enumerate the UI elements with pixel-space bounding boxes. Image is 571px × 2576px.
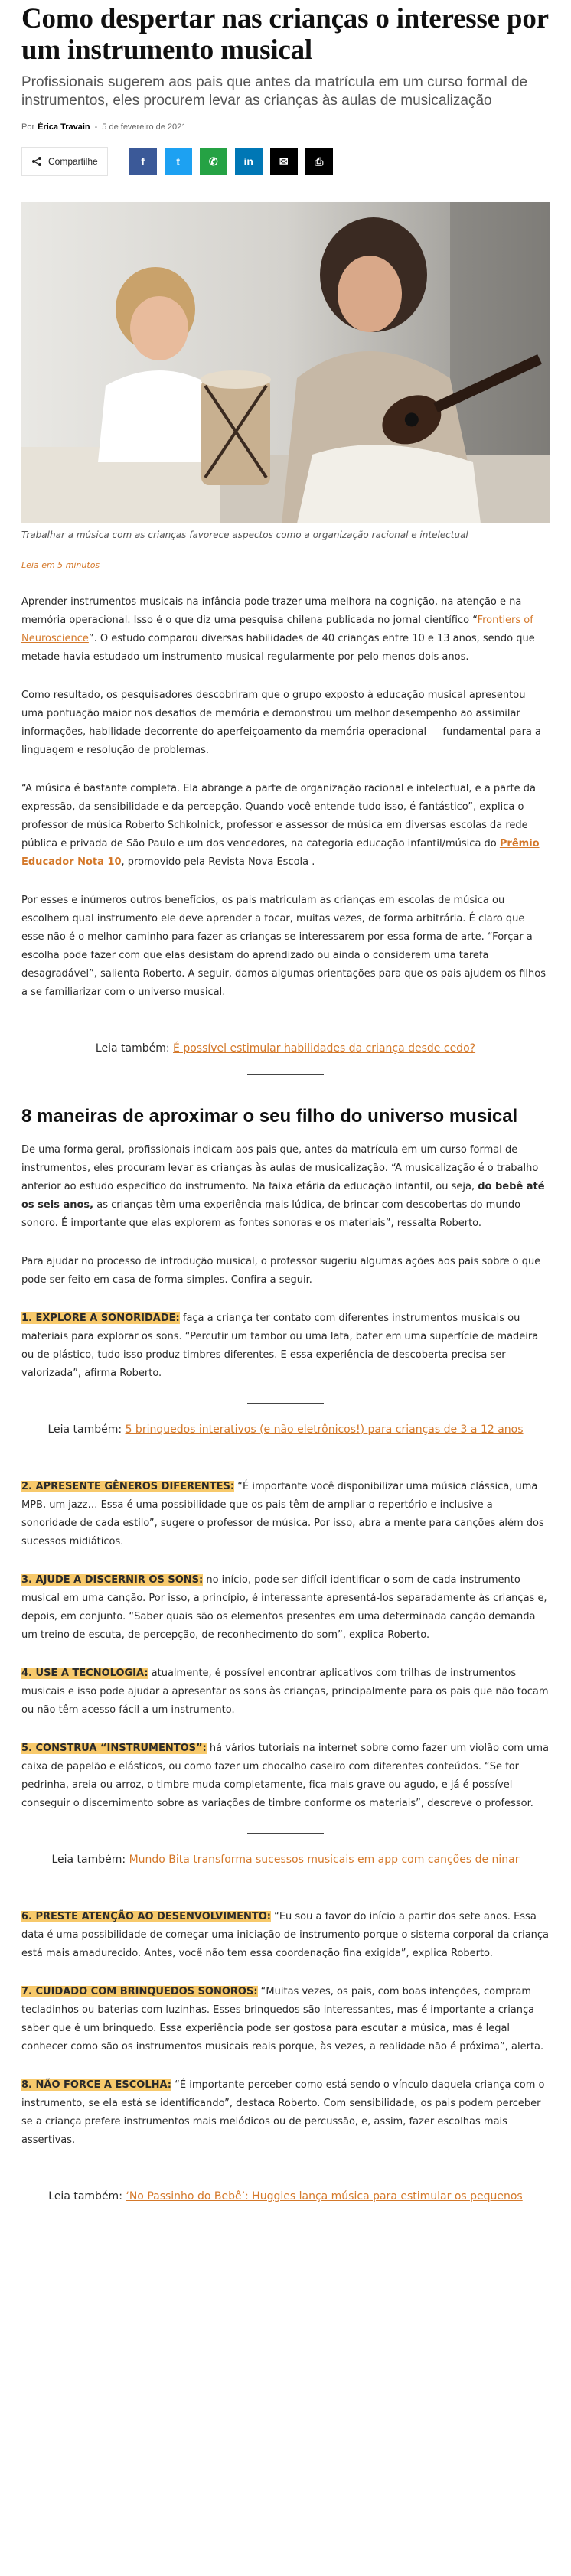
divider	[247, 1074, 324, 1075]
share-icon	[31, 156, 42, 167]
tip-1-title: 1. EXPLORE A SONORIDADE:	[21, 1312, 180, 1324]
p5-text-b: as crianças têm uma experiência mais lúdica, de brincar com descobertas do mundo sonoro. É importante que elas explorem as fontes sonoras e os materiais”, ressalta Roberto.	[21, 1199, 521, 1229]
share-label: Compartilhe	[48, 156, 98, 167]
print-button[interactable]	[305, 148, 333, 175]
tip-2-text: “É importante você disponibilizar uma música clássica, uma MPB, um jazz… Essa é uma possibilidade que os pais têm de ampliar o repertório e inclusive a sonoridade de cada estilo”, sugere o professor de música. Por isso, abra a mente para canções além dos sucessos midiáticos.	[21, 1481, 544, 1547]
p5-text-a: De uma forma geral, profissionais indicam aos pais que, antes da matrícula em um curso formal de instrumentos, eles procuram levar as crianças às aulas de musicalização. “A musicalização é o trabalho anterior ao estudo específico do instrumento. Na faixa etária da educação infantil, ou seja,	[21, 1144, 539, 1192]
tip-5	[21, 1740, 550, 1813]
tip-3	[21, 1571, 550, 1645]
tip-4-title: 4. USE A TECNOLOGIA:	[21, 1668, 148, 1679]
linkedin-icon: in	[243, 155, 253, 168]
paragraph-2: Como resultado, os pesquisadores descobriram que o grupo exposto à educação musical apresentou uma pontuação maior nos desafios de memória e demonstrou um melhor desempenho ao assimilar informações, habilidade decorrente do aperfeiçoamento da memória operacional — fundamental para a linguagem e resolução de problemas.	[21, 690, 541, 756]
author-link[interactable]: Érica Travain	[38, 122, 90, 132]
facebook-share-button[interactable]	[129, 148, 157, 175]
tip-4-text: atualmente, é possível encontrar aplicativos com trilhas de instrumentos musicais e isso pode ajudar a apresentar os sons às crianças, principalmente para os pais que não tocam ou não têm acesso fácil a um instrumento.	[21, 1668, 549, 1716]
share-label-box[interactable]	[21, 147, 108, 176]
hero-photo-illustration	[21, 202, 550, 523]
tip-8-title: 8. NÃO FORCE A ESCOLHA:	[21, 2079, 172, 2091]
read-also-link-2[interactable]: 5 brinquedos interativos (e não eletrônicos!) para crianças de 3 a 12 anos	[125, 1423, 524, 1436]
tip-2-title: 2. APRESENTE GÊNEROS DIFERENTES:	[21, 1481, 235, 1492]
email-share-button[interactable]	[270, 148, 298, 175]
read-also-link-4[interactable]: ‘No Passinho do Bebê’: Huggies lança música para estimular os pequenos	[126, 2190, 523, 2203]
read-also-label: Leia também:	[51, 1854, 126, 1866]
tip-8	[21, 2076, 550, 2150]
tip-3-title: 3. AJUDE A DISCERNIR OS SONS:	[21, 1574, 204, 1586]
section-heading: 8 maneiras de aproximar o seu filho do universo musical	[21, 1106, 518, 1127]
frontiers-link[interactable]: Frontiers of Neuroscience	[21, 615, 533, 644]
tip-8-text: “É importante perceber como está sendo o vínculo daquela criança com o instrumento, se ela está se identificando”, destaca Roberto. Com sensibilidade, os pais podem perceber se a criança prefere instrumentos mais melódicos ou de percussão, e, assim, fazer escolhas mais assertivas.	[21, 2079, 545, 2146]
read-also-3	[21, 1854, 550, 1866]
article-title: Como despertar nas crianças o interesse por um instrumento musical	[21, 3, 549, 66]
hero-caption: Trabalhar a música com as crianças favorece aspectos como a organização racional e intelectual	[21, 530, 468, 540]
tip-5-title: 5. CONSTRUA “INSTRUMENTOS”:	[21, 1743, 207, 1754]
twitter-share-button[interactable]	[165, 148, 192, 175]
tip-6-text: “Eu sou a favor do início a partir dos sete anos. Essa data é uma possibilidade de começar uma iniciação de instrumento porque o sistema corporal da criança está mais amadurecido. Antes, você não tem essa coordenação fina exigida”, explica Roberto.	[21, 1911, 550, 1959]
divider	[247, 1403, 324, 1404]
tip-5-text: há vários tutoriais na internet sobre como fazer um violão com uma caixa de papelão e elásticos, ou como fazer um chocalho caseiro com diferentes conteúdos. “Se for pedrinha, areia ou arroz, o timbre muda completamente, fica mais grave ou agudo, e já é possível conseguir o discernimento sobre as variações de timbre conforme os materiais”, descreve o professor.	[21, 1743, 549, 1809]
article-meta	[21, 119, 550, 135]
read-time: Leia em 5 minutos	[21, 560, 100, 570]
whatsapp-icon: ✆	[208, 155, 218, 168]
p3-text-b: , promovido pela Revista Nova Escola .	[121, 856, 315, 868]
paragraph-4: Por esses e inúmeros outros benefícios, os pais matriculam as crianças em escolas de música ou escolhem qual instrumento ele deve aprender a tocar, muitas vezes, de forma arbitrária. É claro que esse não é o melhor caminho para fazer as crianças se interessarem por essa forma de arte. “Forçar a escolha pode fazer com que elas desistam do aprendizado ou ainda o considerem uma tarefa desagradável”, salienta Roberto. A seguir, damos algumas orientações para que os pais ajudem os filhos a se familiarizar com o universo musical.	[21, 895, 546, 998]
read-also-1	[21, 1042, 550, 1055]
p3-text-a: “A música é bastante completa. Ela abrange a parte de organização racional e intelectual, e a parte da expressão, da sensibilidade e da percepção. Quando você entende tudo isso, é fantástico”, explica o professor de música Roberto Schkolnick, professor e assessor de música em diversas escolas da rede pública e privada de São Paulo e um dos vencedores, na categoria educação infantil/música do	[21, 783, 536, 849]
read-also-4	[21, 2190, 550, 2203]
publish-date: 5 de fevereiro de 2021	[102, 122, 187, 132]
article-subtitle: Profissionais sugerem aos pais que antes da matrícula em um curso formal de instrumentos, eles procurem levar as crianças às aulas de musicalização	[21, 74, 528, 109]
tip-6	[21, 1908, 550, 1963]
read-also-2	[21, 1423, 550, 1436]
tip-6-title: 6. PRESTE ATENÇÃO AO DESENVOLVIMENTO:	[21, 1911, 271, 1922]
read-also-link-1[interactable]: É possível estimular habilidades da criança desde cedo?	[173, 1042, 476, 1055]
tip-7-title: 7. CUIDADO COM BRINQUEDOS SONOROS:	[21, 1986, 258, 1997]
linkedin-share-button[interactable]	[235, 148, 263, 175]
tip-7-text: “Muitas vezes, os pais, com boas intenções, compram tecladinhos ou baterias com luzinhas. Esses brinquedos são interessantes, mas é importante a criança saber que é um brinquedo. Essa experiência pode ser gostosa para escutar a música, mas é legal conhecer como são os instrumentos musicais reais porque, às vezes, a realidade não é próxima”, alerta.	[21, 1986, 544, 2053]
tip-7	[21, 1983, 550, 2056]
tip-1-text: faça a criança ter contato com diferentes instrumentos musicais ou materiais para explorar os sons. “Percutir um tambor ou uma lata, bater em uma superfície de madeira ou de plástico, tudo isso produz timbres diferentes. E essa experiência de descoberta precisa ser valorizada”, afirma Roberto.	[21, 1312, 539, 1379]
tip-1	[21, 1309, 550, 1383]
p5-bold: do bebê até os seis anos,	[21, 1181, 545, 1211]
meta-separator: -	[94, 122, 98, 132]
tip-4	[21, 1665, 550, 1720]
paragraph-6: Para ajudar no processo de introdução musical, o professor sugeriu algumas ações aos pais sobre o que pode ser feito em casa de forma simples. Confira a seguir.	[21, 1256, 541, 1286]
read-also-link-3[interactable]: Mundo Bita transforma sucessos musicais em app com canções de ninar	[129, 1854, 520, 1866]
premio-link[interactable]: Prêmio Educador Nota 10	[21, 838, 540, 868]
twitter-icon: t	[176, 155, 181, 168]
read-also-label: Leia também:	[95, 1042, 170, 1055]
tip-3-text: no início, pode ser difícil identificar o som de cada instrumento musical em uma canção. Por isso, a princípio, é interessante apresentá-los separadamente às crianças e, depois, em conjunto. “Saber quais são os elementos presentes em uma determinada canção demanda um treino de escuta, de percepção, de reconhecimento do som”, explica Roberto.	[21, 1574, 547, 1641]
p1-text-a: Aprender instrumentos musicais na infância pode trazer uma melhora na cognição, na atenção e na memória operacional. Isso é o que diz uma pesquisa chilena publicada no jornal científico “	[21, 596, 522, 626]
paragraph-1	[21, 593, 550, 667]
read-also-label: Leia também:	[48, 2190, 122, 2203]
p1-text-b: ”. O estudo comparou diversas habilidades de 40 crianças entre 10 e 13 anos, sendo que metade havia estudado um instrumento musical regularmente por pelo menos dois anos.	[21, 633, 535, 663]
share-bar	[21, 147, 550, 176]
read-also-label: Leia também:	[47, 1423, 122, 1436]
hero-image	[21, 202, 550, 523]
paragraph-3	[21, 780, 550, 872]
whatsapp-share-button[interactable]	[200, 148, 227, 175]
email-icon: ✉	[279, 155, 289, 168]
facebook-icon: f	[141, 155, 145, 168]
print-icon: ⎙	[315, 155, 324, 168]
divider	[247, 1833, 324, 1834]
paragraph-5	[21, 1141, 550, 1233]
tip-2	[21, 1478, 550, 1551]
author-prefix: Por	[21, 122, 35, 132]
